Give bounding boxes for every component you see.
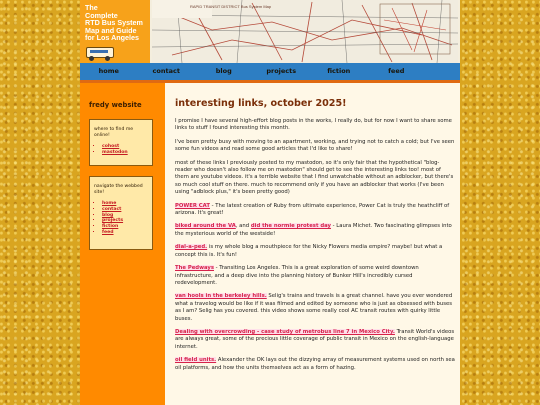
entry-link[interactable]: oil field units.: [175, 357, 217, 364]
sidebar-link-blog[interactable]: ▪ blog: [102, 213, 150, 219]
nav-home[interactable]: home: [98, 67, 119, 75]
entry-link[interactable]: POWER CAT: [175, 202, 210, 209]
entry-link[interactable]: did the normie protest day: [250, 223, 331, 230]
main-nav: [80, 63, 460, 80]
sidebar-title: fredy website: [89, 101, 142, 109]
find-me-list: [94, 144, 150, 156]
main-content: [165, 83, 460, 405]
entry-text: is my whole blog a mouthpiece for the Nicky Flowers media empire? maybe! but what a concept this is. It's fun!: [175, 244, 443, 258]
entry-text: Alexander the OK lays out the dizzying array of measurement systems used on north sea oil platforms, and how the units themselves act as a form of hazing.: [175, 357, 455, 371]
entry-text: - Transiting Los Angeles. This is a great exploration of some weird downtown infrastructure, and a deep dive into the planning history of Bunker Hill's incredibly cursed redevelopment.: [175, 265, 419, 286]
entry-link[interactable]: Dealing with overcrowding - case study of metrobus line 7 in Mexico City.: [175, 328, 395, 335]
entry-text: - Laura Michet. Two fascinating glimpses into the mysterious world of the westside!: [175, 223, 452, 237]
logo-line: The: [85, 3, 98, 12]
entry-link[interactable]: biked around the VA: [175, 223, 236, 230]
entry-text: - The latest creation of Ruby from ultimate experience, Power Cat is truly the heathcliff of arizona. It's great!: [175, 202, 450, 217]
post-title: interesting links, october 2025!: [175, 98, 347, 109]
logo-text: [85, 4, 147, 42]
find-me-box: [89, 119, 153, 166]
link-entry: [175, 223, 455, 238]
post-paragraph: I promise I have several high-effort blog posts in the works, I really do, but for now I want to share some links to stuff I found interesting this month.: [175, 118, 452, 132]
sidebar: [80, 83, 165, 405]
entry-link[interactable]: The Pedways: [175, 265, 214, 272]
navigate-heading: navigate the webbed site!: [94, 184, 143, 195]
link-entry: [175, 203, 455, 218]
banner-map-image: [152, 0, 458, 63]
sidebar-link-projects[interactable]: ▪ projects: [102, 218, 150, 224]
navigate-box: [89, 176, 153, 250]
entry-text: Selig's trains and travels is a great channel. have you ever wondered what a travelog would be like if it was filmed and edited by someone who is just as obsessed with buses as I am? Selig has you covered. this video shows some really cool AC transit routes with quirky little buses.: [175, 293, 453, 322]
nav-fiction[interactable]: fiction: [327, 67, 351, 75]
link-entry: [175, 329, 455, 351]
post-body: [175, 118, 455, 378]
sidebar-link-feed[interactable]: ▪ feed: [102, 230, 150, 236]
map-label: RAPID TRANSIT DISTRICT Bus System Map: [190, 4, 272, 9]
nav-projects[interactable]: projects: [266, 67, 297, 75]
navigate-list: [94, 201, 150, 236]
post-paragraph: most of these links I previously posted to my mastodon, so it's only fair that the hypothetical "blog-reader who doesn't also follow me on mastodon" should get to see the interesting links too! most of them are youtube videos. it's a terrible website that I find unwatchable without an adblocker, but there's so much cool stuff on there. much to recommend only if you have an adblocker that works (I've been using "adblock plus," it's been pretty good): [175, 159, 454, 196]
bus-wheel-icon: [89, 56, 94, 61]
entry-text: Transit World's videos are always great, some of the precious little coverage of public transit in Mexico on the english-language internet.: [175, 328, 455, 350]
sidebar-link-home[interactable]: ▪ home: [102, 201, 150, 207]
sidebar-link-contact[interactable]: ▪ contact: [102, 207, 150, 213]
logo-line: Complete: [85, 10, 118, 20]
logo-line: RTD Bus System: [85, 18, 143, 28]
sidebar-link-cohost[interactable]: ▪ cohost: [102, 144, 150, 150]
link-entry: [175, 293, 455, 323]
sidebar-link-mastodon[interactable]: ▪ mastodon: [102, 150, 150, 156]
bus-wheel-icon: [105, 56, 110, 61]
entry-text: , and: [235, 223, 251, 230]
site-banner: [80, 0, 460, 63]
find-me-heading: where to find me online!: [94, 127, 134, 138]
page-container: [80, 0, 460, 405]
logo-line: for Los Angeles: [85, 33, 140, 43]
sidebar-link-fiction[interactable]: ▪ fiction: [102, 224, 150, 230]
nav-contact[interactable]: contact: [152, 67, 180, 75]
nav-blog[interactable]: blog: [215, 67, 232, 75]
link-entry: [175, 244, 455, 259]
link-entry: [175, 265, 455, 287]
logo-line: Map and Guide: [85, 25, 137, 35]
entry-link[interactable]: van hools in the berkeley hills.: [175, 293, 267, 300]
entry-link[interactable]: dial-a-ped.: [175, 244, 208, 251]
link-entry: [175, 357, 455, 372]
site-logo[interactable]: [80, 0, 150, 63]
nav-feed[interactable]: feed: [388, 67, 405, 75]
post-paragraph: I've been pretty busy with moving to an apartment, working, and trying not to catch a cold; but I've seen some fun videos and read some good articles that I'd like to share!: [175, 138, 455, 153]
